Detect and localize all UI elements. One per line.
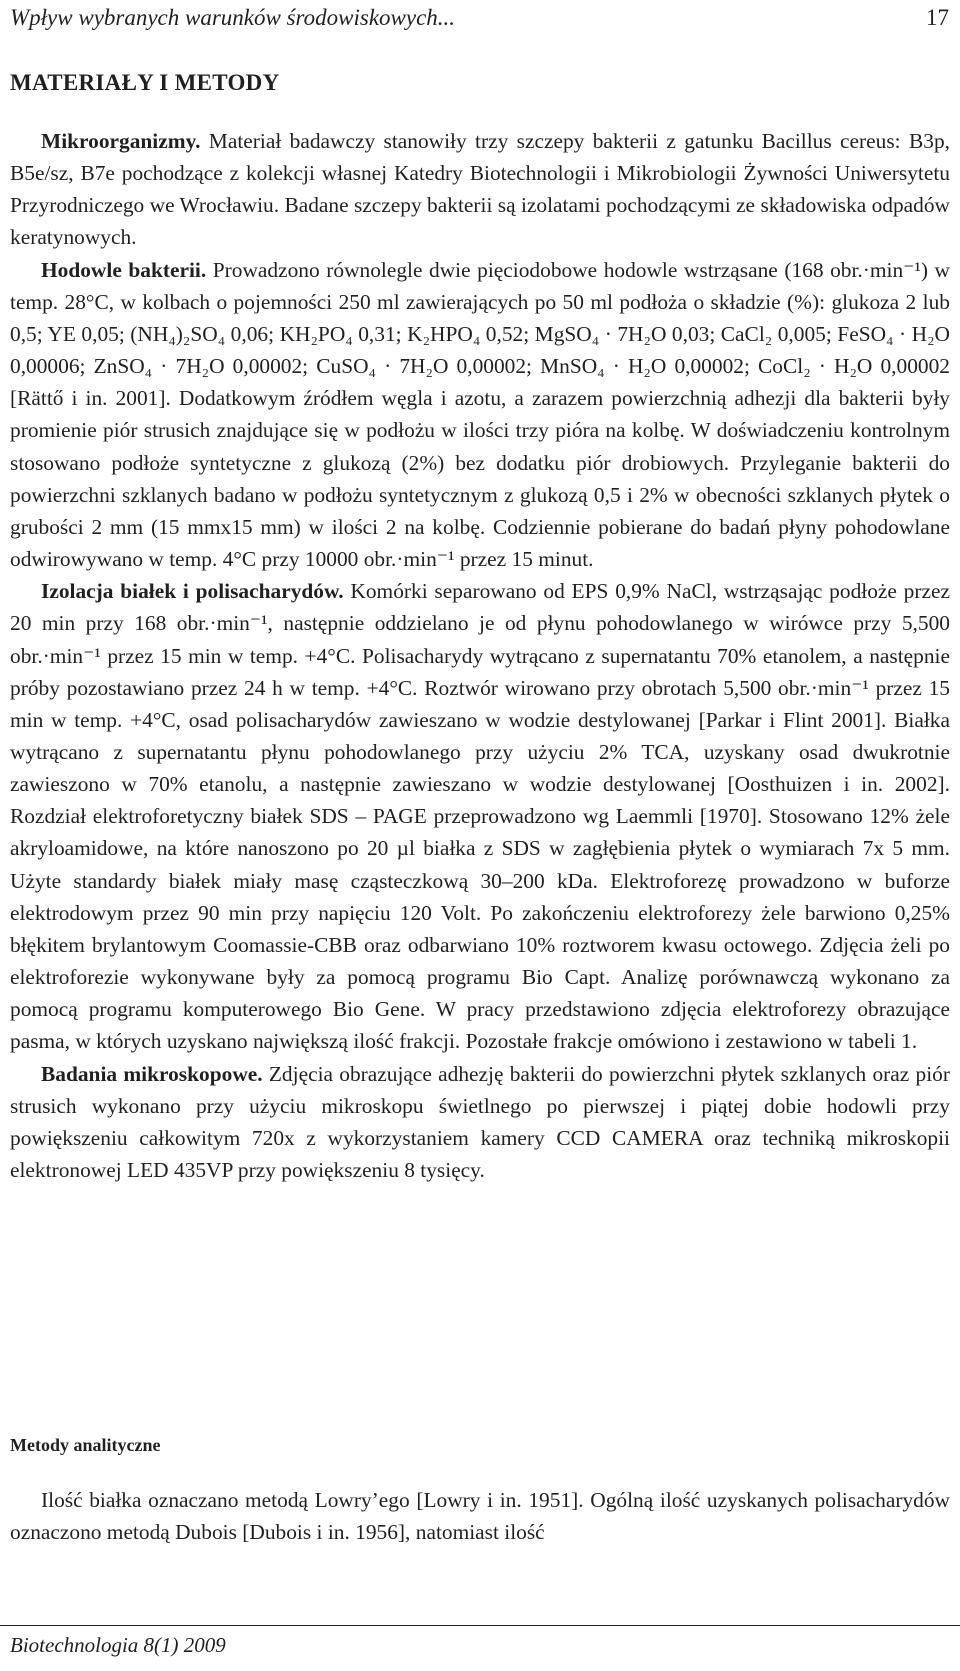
running-head-title: Wpływ wybranych warunków środowiskowych...	[10, 5, 456, 30]
paragraph-text: Prowadzono równolegle dwie pięciodobowe hodowle wstrząsane (168 obr.·min⁻¹) w temp. 28°C, w kolbach o pojemności 250 ml zawierających po 50 ml podłoża o składzie (%): glukoza 2 lub 0,5; YE 0,05; (NH₄)₂SO₄ 0,06; KH₂PO₄ 0,31; K₂HPO₄ 0,52; MgSO₄ · 7H₂O 0,03; CaCl₂ 0,005; FeSO₄ · H₂O 0,00006; ZnSO₄ · 7H₂O 0,00002; CuSO₄ · 7H₂O 0,00002; MnSO₄ · H₂O 0,00002; CoCl₂ · H₂O 0,00002 [Rättő i in. 2001]. Dodatkowym źródłem węgla i azotu, a zarazem powierzchnią adhezji dla bakterii były promienie piór strusich znajdujące się w podłożu w ilości trzy pióra na kolbę. W doświadczeniu kontrolnym stosowano podłoże syntetyczne z glukozą (2%) bez dodatku piór drobiowych. Przyleganie bakterii do powierzchni szklanych badano w podłożu syntetycznym z glukozą 0,5 i 2% w obecności szklanych płytek o grubości 2 mm (15 mmx15 mm) w ilości 2 na kolbę. Codziennie pobierane do badań płyny pohodowlane odwirowywano w temp. 4°C przy 10000 obr.·min⁻¹ przez 15 minut.	[10, 257, 950, 572]
section-title: MATERIAŁY I METODY	[10, 70, 280, 95]
paragraph-lead: Izolacja białek i polisacharydów.	[41, 579, 344, 604]
page-number: 17	[926, 5, 949, 30]
body-text-analytical	[10, 1484, 950, 1548]
paragraph-text: Zdjęcia obrazujące adhezję bakterii do powierzchni płytek szklanych oraz piór strusich wykonano przy użyciu mikroskopu świetlnego po pierwszej i piątej dobie hodowli przy powiększeniu całkowitym 720x z wykorzystaniem kamery CCD CAMERA oraz techniką mikroskopii elektronowej LED 435VP przy powiększeniu 8 tysięcy.	[10, 1061, 950, 1182]
paragraph-text: Materiał badawczy stanowiły trzy szczepy bakterii z gatunku Bacillus cereus: B3p, B5e/sz, B7e pochodzące z kolekcji własnej Katedry Biotechnologii i Mikrobiologii Żywności Uniwersytetu Przyrodniczego we Wrocławiu. Badane szczepy bakterii są izolatami pochodzącymi ze składowiska odpadów keratynowych.	[10, 129, 950, 250]
paragraph-mikroorganizmy	[10, 125, 950, 254]
paragraph-metody-analityczne: Ilość białka oznaczano metodą Lowry’ego [Lowry i in. 1951]. Ogólną ilość uzyskanych polisacharydów oznaczono metodą Dubois [Dubois i in. 1956], natomiast ilość	[10, 1488, 950, 1545]
body-text	[10, 125, 950, 1186]
running-head	[10, 4, 955, 32]
footer-rule	[0, 1625, 960, 1626]
paragraph-lead: Mikroorganizmy.	[41, 129, 201, 153]
subsection-title: Metody analityczne	[10, 1435, 161, 1455]
paragraph-hodowle	[10, 254, 950, 576]
footer-journal: Biotechnologia 8(1) 2009	[10, 1633, 226, 1657]
paragraph-lead: Hodowle bakterii.	[41, 257, 207, 282]
paragraph-text: Komórki separowano od EPS 0,9% NaCl, wstrząsając podłoże przez 20 min przy 168 obr.·min⁻¹, następnie oddzielano je od płynu pohodowlanego w wirówce przy 5,500 obr.·min⁻¹ przez 15 min w temp. +4°C. Polisacharydy wytrącano z supernatantu 70% etanolem, a następnie próby pozostawiano przez 24 h w temp. +4°C. Roztwór wirowano przy obrotach 5,500 obr.·min⁻¹ przez 15 min w temp. +4°C, osad polisacharydów zawieszano w wodzie destylowanej [Parkar i Flint 2001]. Białka wytrącano z supernatantu płynu pohodowlanego przy użyciu 2% TCA, uzyskany osad dwukrotnie zawieszono w 70% etanolu, a następnie zawieszano w wodzie destylowanej [Oosthuizen i in. 2002]. Rozdział elektroforetyczny białek SDS – PAGE przeprowadzono wg Laemmli [1970]. Stosowano 12% żele akryloamidowe, na które nanoszono po 20 µl białka z SDS w zagłębienia płytek o wymiarach 7x 5 mm. Użyte standardy białek miały masę cząsteczkową 30–200 kDa. Elektroforezę prowadzono w buforze elektrodowym przez 90 min przy napięciu 120 Volt. Po zakończeniu elektroforezy żele barwiono 0,25% błękitem brylantowym Coomassie-CBB oraz odbarwiano 10% roztworem kwasu octowego. Zdjęcia żeli po elektroforezie wykonywane były za pomocą programu Bio Capt. Analizę porównawczą wykonano za pomocą programu komputerowego Bio Gene. W pracy przedstawiono zdjęcia elektroforezy obrazujące pasma, w których uzyskano największą ilość frakcji. Pozostałe frakcje omówiono i zestawiono w tabeli 1.	[10, 579, 950, 1054]
paragraph-mikroskopia	[10, 1058, 950, 1187]
paragraph-izolacja	[10, 575, 950, 1057]
paragraph-lead: Badania mikroskopowe.	[41, 1061, 263, 1086]
